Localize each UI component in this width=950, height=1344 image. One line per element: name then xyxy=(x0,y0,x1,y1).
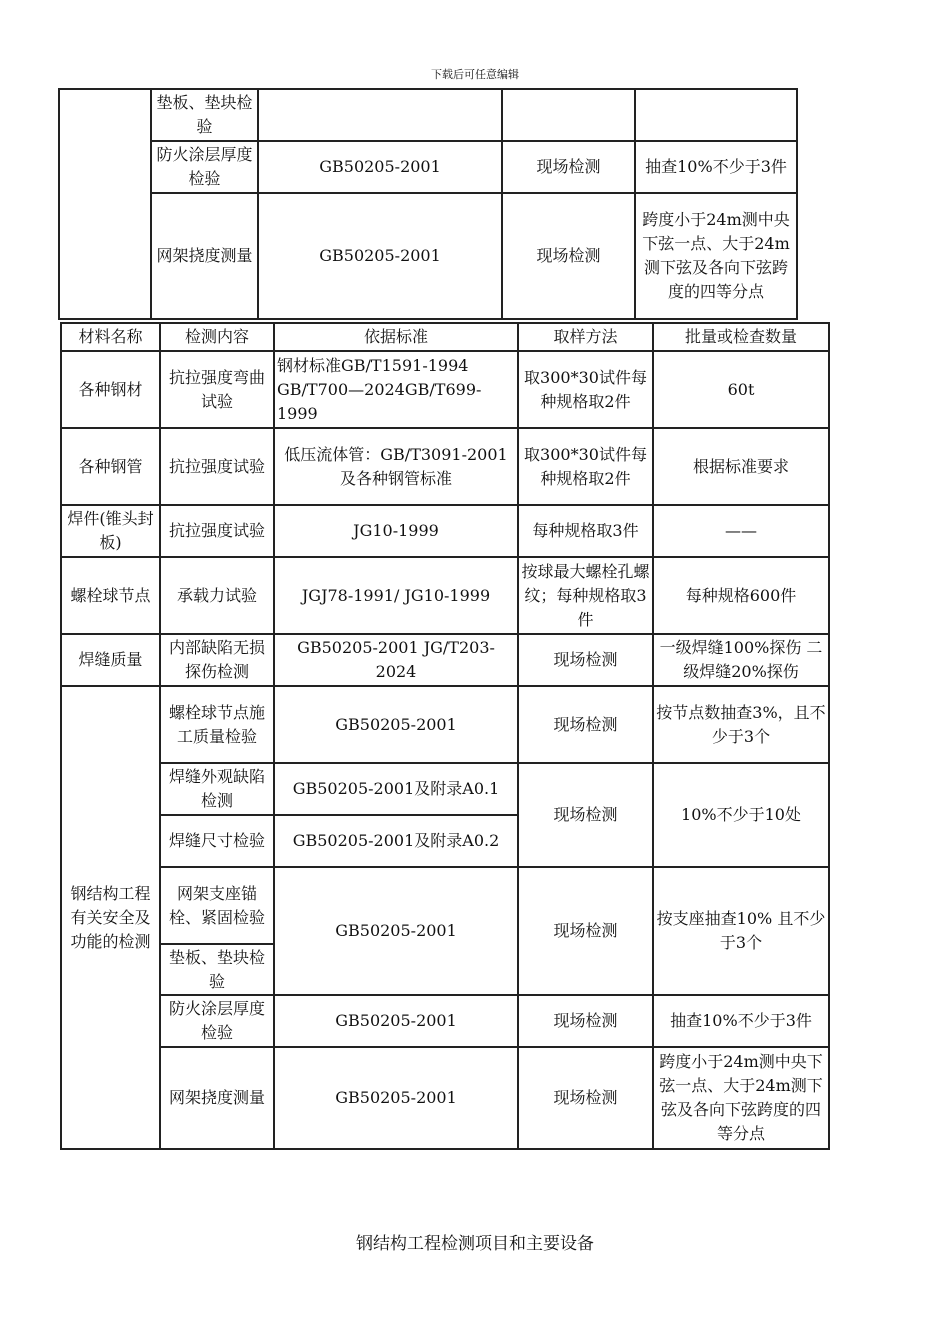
table-cell: 内部缺陷无损探伤检测 xyxy=(160,634,274,686)
table-cell: 焊缝外观缺陷检测 xyxy=(160,763,274,815)
table-cell: 抗拉强度试验 xyxy=(160,505,274,557)
table-cell: 网架挠度测量 xyxy=(151,193,258,319)
table-cell: 现场检测 xyxy=(518,763,653,867)
column-header: 检测内容 xyxy=(160,323,274,351)
inspection-table xyxy=(60,322,830,1150)
table-cell: 螺栓球节点施工质量检验 xyxy=(160,686,274,763)
table-row xyxy=(61,995,829,1047)
table-cell: 网架支座锚栓、紧固检验 xyxy=(160,867,274,944)
table-cell: 现场检测 xyxy=(518,867,653,995)
table-cell: 现场检测 xyxy=(502,141,635,193)
table-cell: GB50205-2001 JG/T203-2024 xyxy=(274,634,518,686)
group-name-cell: 钢结构工程有关安全及功能的检测 xyxy=(61,686,160,1149)
table-cell: 抽查10%不少于3件 xyxy=(635,141,797,193)
column-header: 取样方法 xyxy=(518,323,653,351)
table-cell: 焊缝尺寸检验 xyxy=(160,815,274,867)
table-row xyxy=(61,763,829,815)
column-header: 批量或检查数量 xyxy=(653,323,829,351)
table-cell: GB50205-2001及附录A0.1 xyxy=(274,763,518,815)
table-cell: 60t xyxy=(653,351,829,428)
table-cell: 低压流体管：GB/T3091-2001及各种钢管标准 xyxy=(274,428,518,505)
table-cell: 取300*30试件每种规格取2件 xyxy=(518,428,653,505)
table-cell: GB50205-2001 xyxy=(274,995,518,1047)
section-title: 钢结构工程检测项目和主要设备 xyxy=(356,1234,594,1254)
table-row xyxy=(61,686,829,763)
table-cell: —— xyxy=(653,505,829,557)
table-row xyxy=(59,141,797,193)
table-row xyxy=(59,193,797,319)
table-cell: 防火涂层厚度检验 xyxy=(160,995,274,1047)
table-cell: JGJ78-1991/ JG10-1999 xyxy=(274,557,518,634)
table-row xyxy=(59,89,797,141)
table-cell: JG10-1999 xyxy=(274,505,518,557)
table-cell: 垫板、垫块检验 xyxy=(151,89,258,141)
table-cell: 螺栓球节点 xyxy=(61,557,160,634)
table-cell: 焊缝质量 xyxy=(61,634,160,686)
column-header: 材料名称 xyxy=(61,323,160,351)
table-cell: 承载力试验 xyxy=(160,557,274,634)
table-row xyxy=(61,867,829,944)
table-cell: 抗拉强度弯曲试验 xyxy=(160,351,274,428)
table-cell: 跨度小于24m测中央下弦一点、大于24m测下弦及各向下弦跨度的四等分点 xyxy=(653,1047,829,1149)
table-cell: 取300*30试件每种规格取2件 xyxy=(518,351,653,428)
table-cell: 各种钢管 xyxy=(61,428,160,505)
table-cell: 每种规格600件 xyxy=(653,557,829,634)
table-cell: GB50205-2001 xyxy=(274,1047,518,1149)
table-row xyxy=(61,1047,829,1149)
table-header-row xyxy=(61,323,829,351)
table-cell: 钢材标准GB/T1591-1994 GB/T700—2024GB/T699-1999 xyxy=(274,351,518,428)
table-cell xyxy=(502,89,635,141)
table-cell: GB50205-2001 xyxy=(258,141,502,193)
table-cell: 网架挠度测量 xyxy=(160,1047,274,1149)
table-row xyxy=(61,351,829,428)
table-cell: 每种规格取3件 xyxy=(518,505,653,557)
table-cell xyxy=(635,89,797,141)
table-cell: 焊件(锥头封板) xyxy=(61,505,160,557)
table-cell: GB50205-2001 xyxy=(258,193,502,319)
table-cell: GB50205-2001 xyxy=(274,867,518,995)
page-header: 下载后可任意编辑 xyxy=(431,68,519,81)
table-cell: 根据标准要求 xyxy=(653,428,829,505)
table-cell: 现场检测 xyxy=(502,193,635,319)
table-cell: 一级焊缝100%探伤 二级焊缝20%探伤 xyxy=(653,634,829,686)
merged-empty-cell xyxy=(59,89,151,319)
continued-table xyxy=(58,88,798,320)
table-cell: 抗拉强度试验 xyxy=(160,428,274,505)
table-cell: 各种钢材 xyxy=(61,351,160,428)
table-cell: 垫板、垫块检验 xyxy=(160,944,274,995)
table-row xyxy=(61,428,829,505)
table-cell: 现场检测 xyxy=(518,634,653,686)
table-cell: 按球最大螺栓孔螺纹；每种规格取3件 xyxy=(518,557,653,634)
table-cell: 跨度小于24m测中央下弦一点、大于24m测下弦及各向下弦跨度的四等分点 xyxy=(635,193,797,319)
table-cell: 现场检测 xyxy=(518,686,653,763)
table-row xyxy=(61,557,829,634)
table-cell: 现场检测 xyxy=(518,995,653,1047)
table-cell xyxy=(258,89,502,141)
table-cell: 抽查10%不少于3件 xyxy=(653,995,829,1047)
table-cell: GB50205-2001及附录A0.2 xyxy=(274,815,518,867)
table-row xyxy=(61,634,829,686)
table-row xyxy=(61,505,829,557)
table-cell: 防火涂层厚度检验 xyxy=(151,141,258,193)
table-cell: 按支座抽查10% 且不少于3个 xyxy=(653,867,829,995)
table-cell: 按节点数抽查3%，且不少于3个 xyxy=(653,686,829,763)
column-header: 依据标准 xyxy=(274,323,518,351)
table-cell: 10%不少于10处 xyxy=(653,763,829,867)
table-cell: 现场检测 xyxy=(518,1047,653,1149)
table-cell: GB50205-2001 xyxy=(274,686,518,763)
